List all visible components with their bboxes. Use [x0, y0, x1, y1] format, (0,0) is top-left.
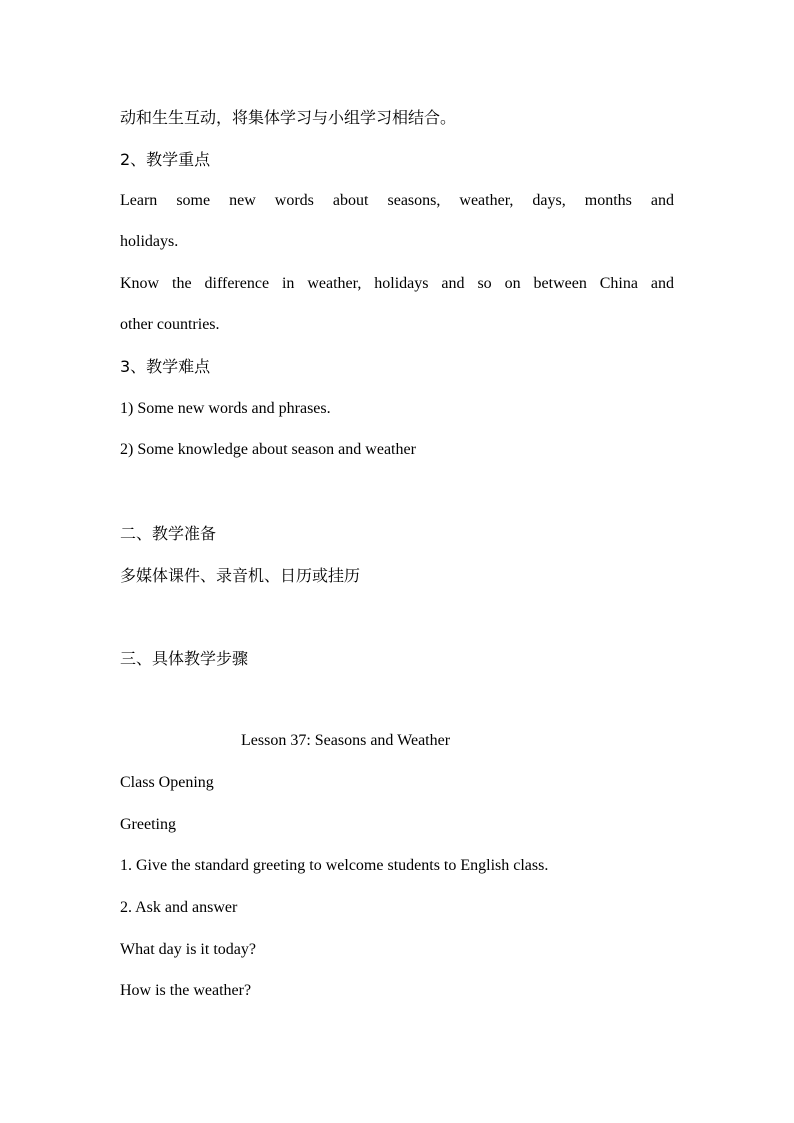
greeting: Greeting [120, 816, 176, 833]
focus-para1-line1: Learn some new words about seasons, weather, days, months and [120, 192, 674, 209]
steps-heading: 三、具体教学步骤 [120, 649, 249, 668]
prep-items: 多媒体课件、录音机、日历或挂历 [120, 566, 361, 585]
lesson-title: Lesson 37: Seasons and Weather [241, 732, 451, 749]
step-2: 2. Ask and answer [120, 899, 238, 916]
class-opening: Class Opening [120, 774, 214, 791]
prep-heading: 二、教学准备 [120, 524, 217, 543]
difficulty-item-1: 1) Some new words and phrases. [120, 400, 331, 417]
step-1: 1. Give the standard greeting to welcome students to English class. [120, 857, 549, 874]
intro-line: 动和生生互动，将集体学习与小组学习相结合。 [120, 108, 457, 127]
question-2: How is the weather? [120, 982, 252, 999]
focus-para2-line1: Know the difference in weather, holidays and so on between China and [120, 275, 674, 292]
difficulty-item-2: 2) Some knowledge about season and weather [120, 441, 416, 458]
focus-para2-line2: other countries. [120, 316, 220, 333]
difficulty-heading: 3、教学难点 [120, 357, 211, 376]
question-1: What day is it today? [120, 941, 256, 958]
focus-para1-line2: holidays. [120, 233, 179, 250]
focus-heading: 2、教学重点 [120, 150, 211, 169]
